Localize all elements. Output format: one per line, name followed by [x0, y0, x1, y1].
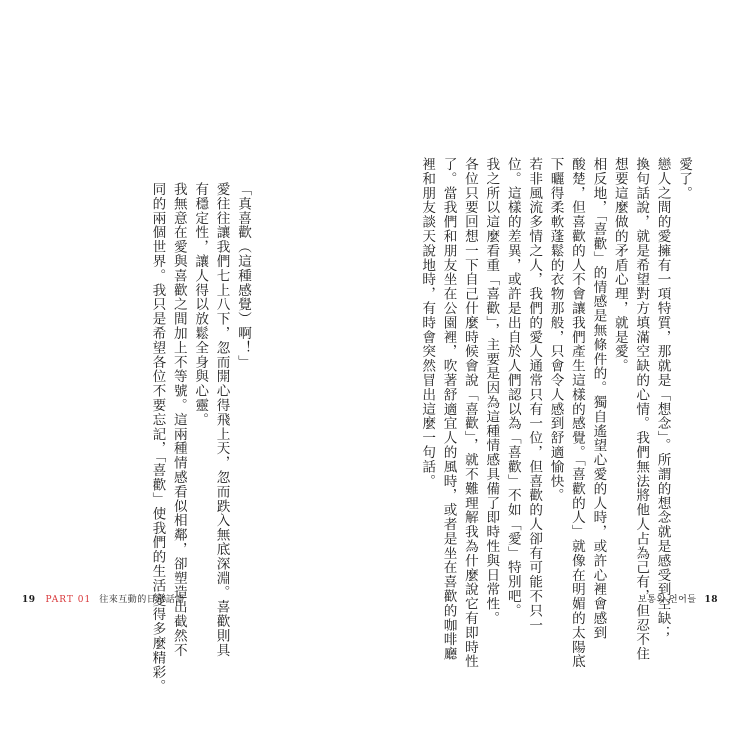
left-page-body: [146, 182, 253, 694]
page-number: 19: [22, 595, 36, 605]
right-page: [375, 0, 750, 750]
paragraph: 愛往往讓我們七上八下，忽而開心得飛上天，忽而跌入無底深淵。喜歡則具: [213, 182, 230, 658]
right-folio: [638, 595, 718, 606]
paragraph: 相反地，「喜歡」的情感是無條件的。獨自遙望心愛的人時，或許心裡會感到: [590, 157, 607, 640]
paragraph: 我無意在愛與喜歡之間加上不等號。這兩種情感看似相鄰，卻塑造出截然不: [170, 182, 187, 658]
paragraph: 戀人之間的愛擁有一項特質，那就是「想念」。所謂的想念就是感受到空缺；: [654, 157, 671, 640]
paragraph: 我之所以這麼看重「喜歡」，主要是因為這種情感具備了即時性與日常性。: [483, 157, 500, 626]
page-number: 18: [704, 595, 718, 605]
paragraph: 有穩定性，讓人得以放鬆全身與心靈。: [192, 182, 209, 427]
paragraph: 裡和朋友談天說地時，有時會突然冒出這麼一句話。: [419, 157, 436, 489]
running-head: 往來互動的日常話語: [99, 595, 185, 605]
left-folio: [22, 595, 185, 606]
paragraph: 各位只要回想一下自己什麼時候會說「喜歡」，就不難理解我為什麼說它有即時性: [461, 157, 478, 669]
paragraph: 了。當我們和朋友坐在公園裡，吹著舒適宜人的風時，或者是坐在喜歡的咖啡廳: [440, 157, 457, 661]
paragraph: 愛了。: [676, 157, 692, 201]
paragraph: 「真喜歡（這種感覺）啊！」: [235, 182, 251, 370]
paragraph: 位。這樣的差異，或許是出自於人們認以為「喜歡」不如「愛」特別吧。: [504, 157, 521, 618]
paragraph: 酸楚，但喜歡的人不會讓我們產生這樣的感覺。「喜歡的人」就像在明媚的太陽底: [568, 157, 585, 669]
paragraph: 若非風流多情之人，我們的愛人通常只有一位，但喜歡的人卻有可能不只一: [526, 157, 543, 633]
part-label: PART 01: [45, 595, 92, 605]
paragraph: 下曬得柔軟蓬鬆的衣物那般，只會令人感到舒適愉快。: [547, 157, 564, 503]
running-head: 보통의 언어들: [637, 595, 697, 605]
paragraph: 想要這麼做的矛盾心理，就是愛。: [611, 157, 628, 373]
paragraph: 換句話說，就是希望對方填滿空缺的心情。我們無法將他人占為己有，但忍不住: [633, 157, 650, 661]
paragraph: 同的兩個世界。我只是希望各位不要忘記，「喜歡」使我們的生活變得多麼精彩。: [149, 182, 166, 694]
